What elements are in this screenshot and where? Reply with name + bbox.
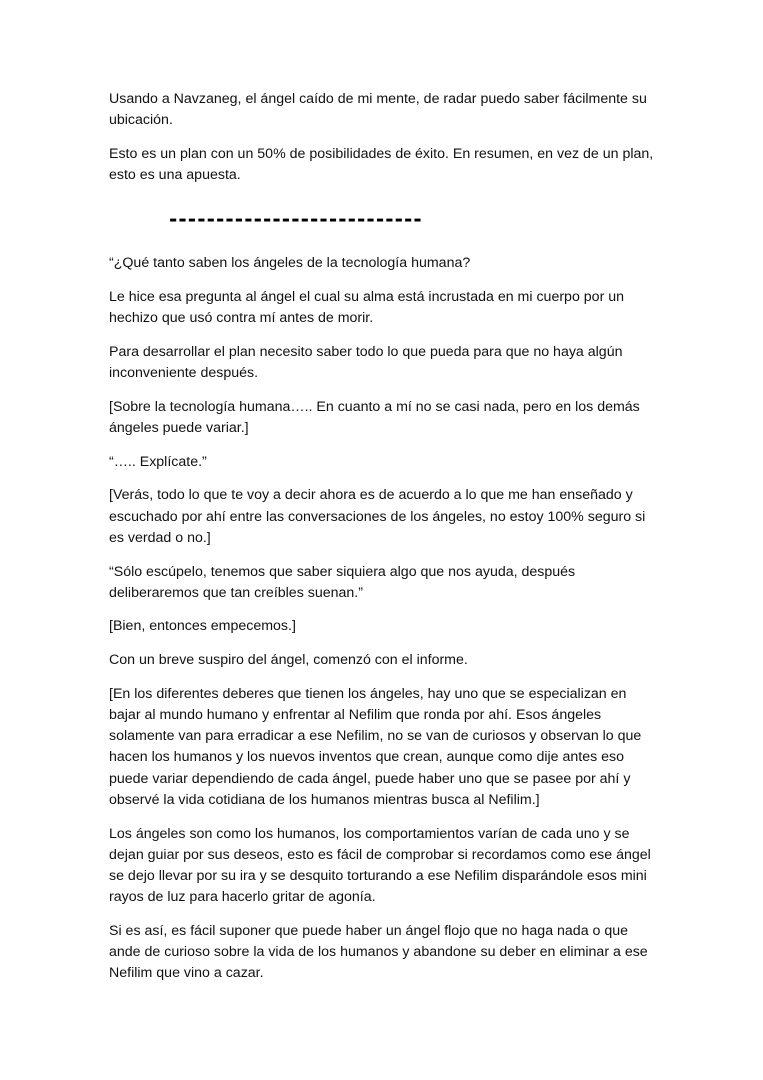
paragraph: “Sólo escúpelo, tenemos que saber siquiera algo que nos ayuda, después deliberaremos que tan creíbles suenan.” <box>109 563 576 601</box>
paragraph: [En los diferentes deberes que tienen los ángeles, hay uno que se especializan en bajar al mundo humano y enfrentar al Nefilim que ronda por ahí. Esos ángeles solamente van para erradicar a ese Nefilim, no se van de curiosos y observan lo que hacen los humanos y los nuevos inventos que crean, aunque como dije antes eso puede variar dependiendo de cada ángel, puede haber uno que se pasee por ahí y observé la vida cotidiana de los humanos mientras busca al Nefilim.] <box>109 685 642 808</box>
paragraph: [Bien, entonces empecemos.] <box>109 618 296 635</box>
paragraph: “¿Qué tanto saben los ángeles de la tecnología humana? <box>109 255 471 272</box>
paragraph: Usando a Navzaneg, el ángel caído de mi mente, de radar puedo saber fácilmente su ubicación. <box>109 91 647 129</box>
section-separator: --------------------------- <box>169 208 423 231</box>
document-body <box>109 89 657 997</box>
paragraph: Para desarrollar el plan necesito saber todo lo que pueda para que no haya algún inconveniente después. <box>109 343 623 382</box>
paragraph: Con un breve suspiro del ángel, comenzó con el informe. <box>109 652 468 669</box>
paragraph: “….. Explícate.” <box>109 453 207 470</box>
paragraph: Los ángeles son como los humanos, los comportamientos varían de cada uno y se dejan guiar por sus deseos, esto es fácil de comprobar si recordamos como ese ángel se dejo llevar por su ira y se desquito torturando a ese Nefilim disparándole esos mini rayos de luz para hacerlo gritar de agonía. <box>109 825 651 906</box>
paragraph: Esto es un plan con un 50% de posibilidades de éxito. En resumen, en vez de un plan, esto es una apuesta. <box>109 145 654 184</box>
paragraph: [Verás, todo lo que te voy a decir ahora es de acuerdo a lo que me han enseñado y escuchado por ahí entre las conversaciones de los ángeles, no estoy 100% seguro si es verdad o no.] <box>109 487 646 546</box>
paragraph: Le hice esa pregunta al ángel el cual su alma está incrustada en mi cuerpo por un hechizo que usó contra mí antes de morir. <box>109 289 625 327</box>
paragraph: [Sobre la tecnología humana….. En cuanto a mí no se casi nada, pero en los demás ángeles puede variar.] <box>109 398 640 437</box>
paragraph: Si es así, es fácil suponer que puede haber un ángel flojo que no haga nada o que ande de curioso sobre la vida de los humanos y abandone su deber en eliminar a ese Nefilim que vino a cazar. <box>109 922 648 982</box>
